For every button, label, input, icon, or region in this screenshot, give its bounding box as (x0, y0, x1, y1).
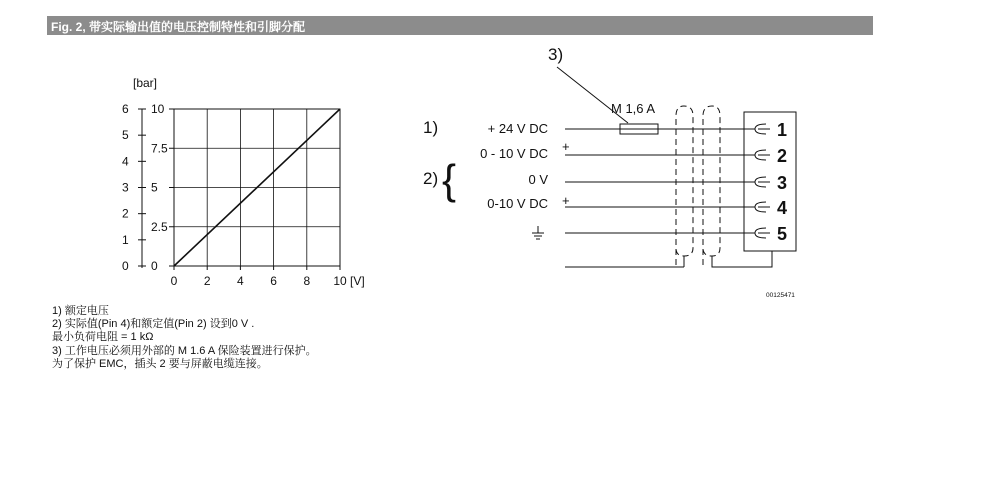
left-tick-label: 6 (122, 102, 129, 116)
mid-tick-label: 7.5 (151, 141, 168, 156)
figure-title: Fig. 2, 带实际输出值的电压控制特性和引脚分配 (51, 20, 306, 34)
pin-number: 3 (777, 173, 788, 193)
mid-tick-label: 10 (151, 102, 165, 116)
x-unit-label: [V] (350, 274, 365, 288)
pin-number: 1 (777, 120, 788, 140)
pin-number: 2 (777, 146, 788, 166)
fuse-label: M 1,6 A (611, 101, 656, 116)
left-tick-label: 1 (122, 232, 129, 247)
mid-tick-label: 2.5 (151, 219, 168, 234)
signal-0v: 0 V (528, 172, 548, 187)
pin-number: 4 (777, 198, 788, 218)
signal-24v: + 24 V DC (487, 121, 548, 136)
footnote-2: 2) 实际值(Pin 4)和额定值(Pin 2) 设到0 V . (52, 318, 255, 331)
ground-icon (532, 226, 544, 239)
plus-mark-2: + (562, 193, 570, 208)
fuse-callout: 3) (548, 45, 564, 64)
connector-pins (755, 120, 787, 244)
left-tick-label: 5 (122, 128, 129, 143)
cable-shield-1 (676, 106, 693, 265)
cable-shield-2 (703, 106, 720, 265)
x-tick-label: 6 (270, 274, 277, 288)
footnote-5: 为了保护 EMC，插头 2 要与屏蔽电缆连接。 (52, 357, 268, 370)
mid-axis-ticks (151, 102, 174, 273)
left-tick-label: 0 (122, 259, 129, 273)
signal-0-10v-b: 0-10 V DC (487, 196, 548, 211)
x-tick-label: 4 (237, 274, 244, 288)
group-brace: { (442, 156, 457, 203)
x-tick-label: 8 (303, 274, 311, 288)
shield-drop-2 (712, 251, 772, 267)
mid-tick-label: 0 (151, 259, 158, 273)
pin-number: 5 (777, 224, 788, 244)
wiring-diagram (423, 45, 796, 299)
signal-0-10v-a: 0 - 10 V DC (480, 146, 548, 161)
mid-tick-label: 5 (151, 180, 158, 195)
plus-mark-1: + (562, 139, 570, 154)
x-tick-label: 0 (170, 274, 178, 288)
footnotes (52, 305, 317, 371)
footnote-3: 最小负荷电阻 = 1 kΩ (52, 331, 154, 344)
left-tick-label: 4 (122, 154, 129, 169)
x-axis-ticks (171, 266, 347, 288)
drawing-id: 00125471 (766, 292, 795, 299)
x-tick-label: 10 (333, 274, 347, 288)
y-unit-label: [bar] (133, 76, 158, 90)
left-tick-label: 2 (122, 206, 129, 221)
label-2: 2) (423, 169, 439, 188)
characteristic-chart (122, 76, 365, 288)
left-tick-label: 3 (122, 180, 129, 195)
label-1: 1) (423, 118, 439, 137)
x-tick-label: 2 (203, 274, 211, 288)
footnote-1: 1) 额定电压 (52, 305, 109, 317)
footnote-4: 3) 工作电压必须用外部的 M 1.6 A 保险装置进行保护。 (52, 344, 317, 357)
